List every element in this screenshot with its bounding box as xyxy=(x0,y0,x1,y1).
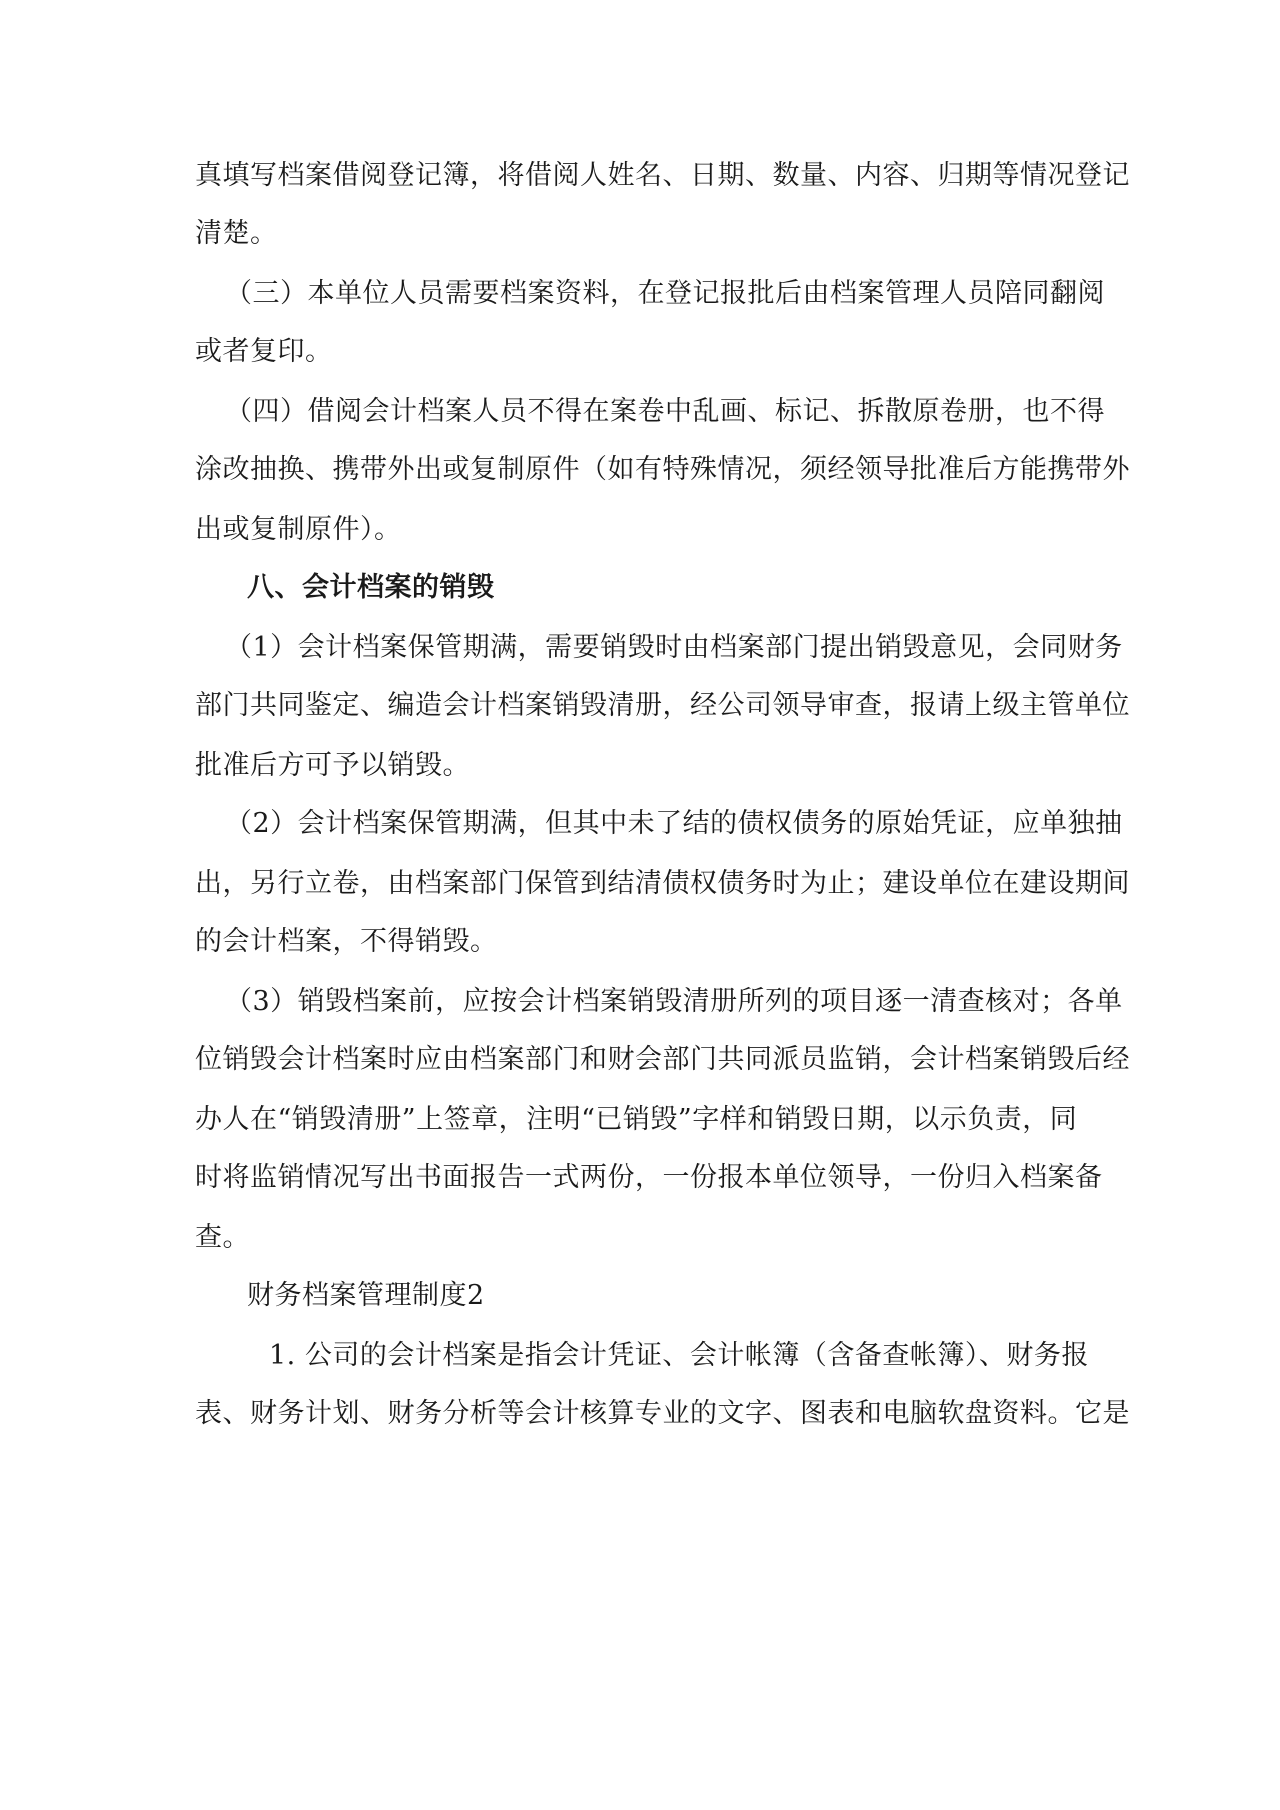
paragraph-line: 办人在“销毁清册”上签章，注明“已销毁”字样和销毁日期，以示负责，同 xyxy=(195,1104,1078,1135)
paragraph-line: （三）本单位人员需要档案资料，在登记报批后由档案管理人员陪同翻阅 xyxy=(225,278,1105,309)
paragraph-line: 真填写档案借阅登记簿，将借阅人姓名、日期、数量、内容、归期等情况登记 xyxy=(195,160,1130,191)
paragraph-line: （四）借阅会计档案人员不得在案卷中乱画、标记、拆散原卷册，也不得 xyxy=(225,396,1105,427)
paragraph-line: 出，另行立卷，由档案部门保管到结清债权债务时为止；建设单位在建设期间 xyxy=(195,868,1130,899)
paragraph-line: 涂改抽换、携带外出或复制原件（如有特殊情况，须经领导批准后方能携带外 xyxy=(195,454,1130,485)
paragraph-line: 时将监销情况写出书面报告一式两份，一份报本单位领导，一份归入档案备 xyxy=(195,1162,1103,1193)
paragraph-line: 清楚。 xyxy=(195,218,278,249)
section-heading: 八、会计档案的销毁 xyxy=(247,572,495,603)
paragraph-line: （3）销毁档案前，应按会计档案销毁清册所列的项目逐一清查核对；各单 xyxy=(225,986,1123,1017)
paragraph-line: 的会计档案，不得销毁。 xyxy=(195,926,498,957)
paragraph-line: 批准后方可予以销毁。 xyxy=(195,750,470,781)
paragraph-line: 或者复印。 xyxy=(195,336,333,367)
document-subtitle: 财务档案管理制度2 xyxy=(247,1280,485,1311)
paragraph-line: （2）会计档案保管期满，但其中未了结的债权债务的原始凭证，应单独抽 xyxy=(225,808,1123,839)
paragraph-line: 出或复制原件）。 xyxy=(195,514,402,545)
paragraph-line: （1）会计档案保管期满，需要销毁时由档案部门提出销毁意见，会同财务 xyxy=(225,632,1123,663)
paragraph-line: 1. 公司的会计档案是指会计凭证、会计帐簿（含备查帐簿）、财务报 xyxy=(269,1340,1089,1371)
paragraph-line: 查。 xyxy=(195,1222,250,1253)
paragraph-line: 部门共同鉴定、编造会计档案销毁清册，经公司领导审查，报请上级主管单位 xyxy=(195,690,1130,721)
paragraph-line: 表、财务计划、财务分析等会计核算专业的文字、图表和电脑软盘资料。它是 xyxy=(195,1398,1130,1429)
paragraph-line: 位销毁会计档案时应由档案部门和财会部门共同派员监销，会计档案销毁后经 xyxy=(195,1044,1130,1075)
